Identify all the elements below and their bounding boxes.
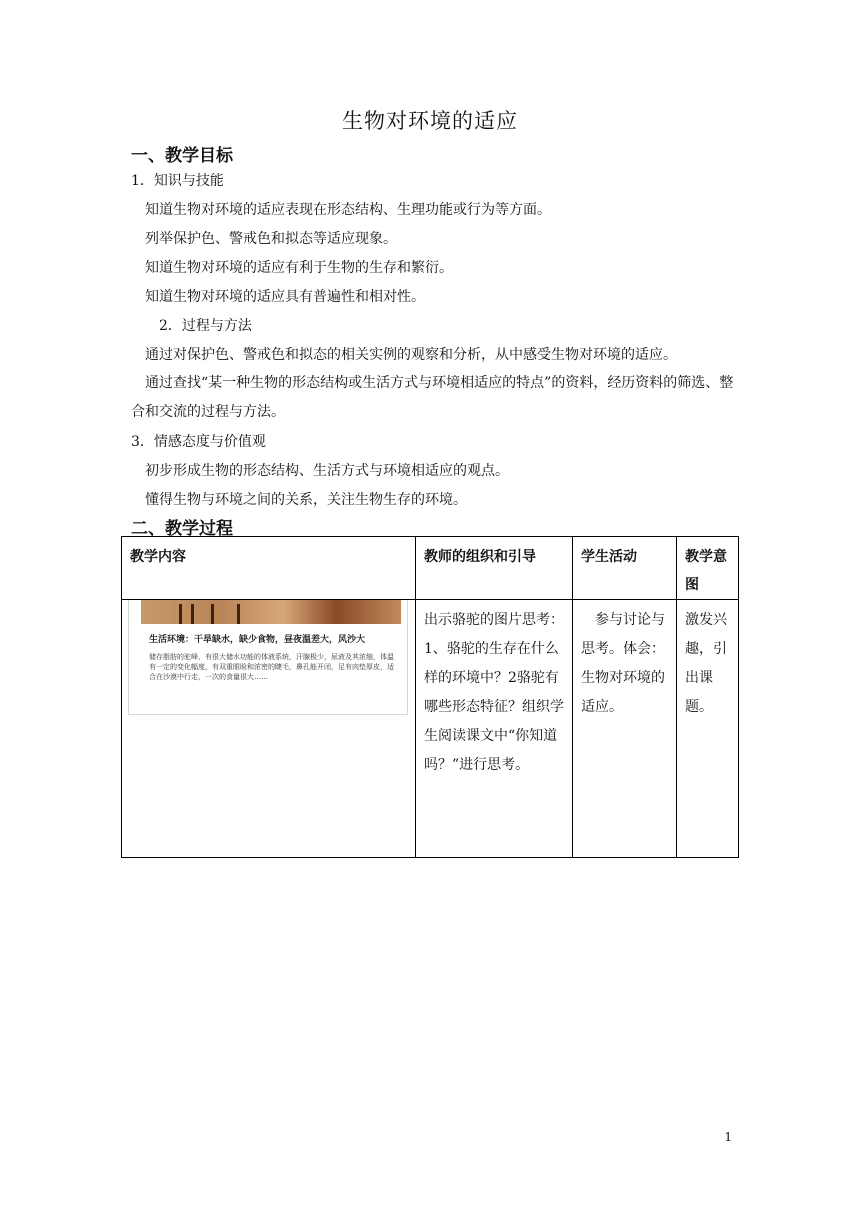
camel-photo — [141, 600, 401, 624]
objective-item: 知道生物对环境的适应具有普遍性和相对性。 — [145, 289, 425, 305]
objective-item: 懂得生物与环境之间的关系，关注生物生存的环境。 — [145, 492, 467, 508]
objective-item: 知道生物对环境的适应表现在形态结构、生理功能或行为等方面。 — [145, 202, 551, 218]
header-content: 教学内容 — [122, 537, 416, 600]
teacher-guidance: 出示骆驼的图片思考：1、骆驼的生存在什么样的环境中？2骆驼有哪些形态特征？组织学生阅读课文中“你知道吗？”进行思考。 — [424, 612, 564, 773]
subheading-process: 2．过程与方法 — [159, 318, 252, 334]
section-heading-process: 二、教学过程 — [131, 519, 233, 539]
teacher-cell — [416, 600, 573, 858]
header-student: 学生活动 — [573, 537, 677, 600]
document-title: 生物对环境的适应 — [342, 109, 518, 133]
page-number: 1 — [724, 1130, 732, 1144]
teaching-process-table — [121, 536, 739, 858]
objective-item: 列举保护色、警戒色和拟态等适应现象。 — [145, 231, 397, 247]
section-heading-objectives: 一、教学目标 — [131, 146, 233, 166]
student-cell — [573, 600, 677, 858]
student-activity: 参与讨论与思考。体会：生物对环境的适应。 — [581, 612, 665, 715]
image-description: 储存脂肪的驼峰，有很大储水功能的体液系统，汗腺极少，尿液及其浓缩，体温有一定的变化幅度，有双重眼睑和浓密的睫毛，鼻孔能开闭，足有肉垫厚皮，适合在沙漠中行走，一次的食量很大…… — [149, 653, 394, 681]
image-caption: 生活环境：干旱缺水，缺少食物，昼夜温差大，风沙大 — [149, 635, 366, 645]
content-cell — [122, 600, 416, 858]
subheading-attitude: 3．情感态度与价值观 — [131, 434, 266, 450]
teaching-intent: 激发兴趣，引出课题。 — [685, 612, 727, 715]
objective-item: 通过查找“某一种生物的形态结构或生活方式与环境相适应的特点”的资料，经历资料的筛选、整合和交流的过程与方法。 — [131, 375, 734, 420]
objective-item: 通过对保护色、警戒色和拟态的相关实例的观察和分析，从中感受生物对环境的适应。 — [145, 347, 677, 363]
header-teacher: 教师的组织和引导 — [416, 537, 573, 600]
subheading-knowledge: 1．知识与技能 — [131, 173, 224, 189]
camel-image — [128, 600, 408, 715]
objective-item: 知道生物对环境的适应有利于生物的生存和繁衍。 — [145, 260, 453, 276]
intent-cell — [677, 600, 739, 858]
objective-item: 初步形成生物的形态结构、生活方式与环境相适应的观点。 — [145, 463, 509, 479]
header-intent: 教学意图 — [677, 537, 739, 600]
